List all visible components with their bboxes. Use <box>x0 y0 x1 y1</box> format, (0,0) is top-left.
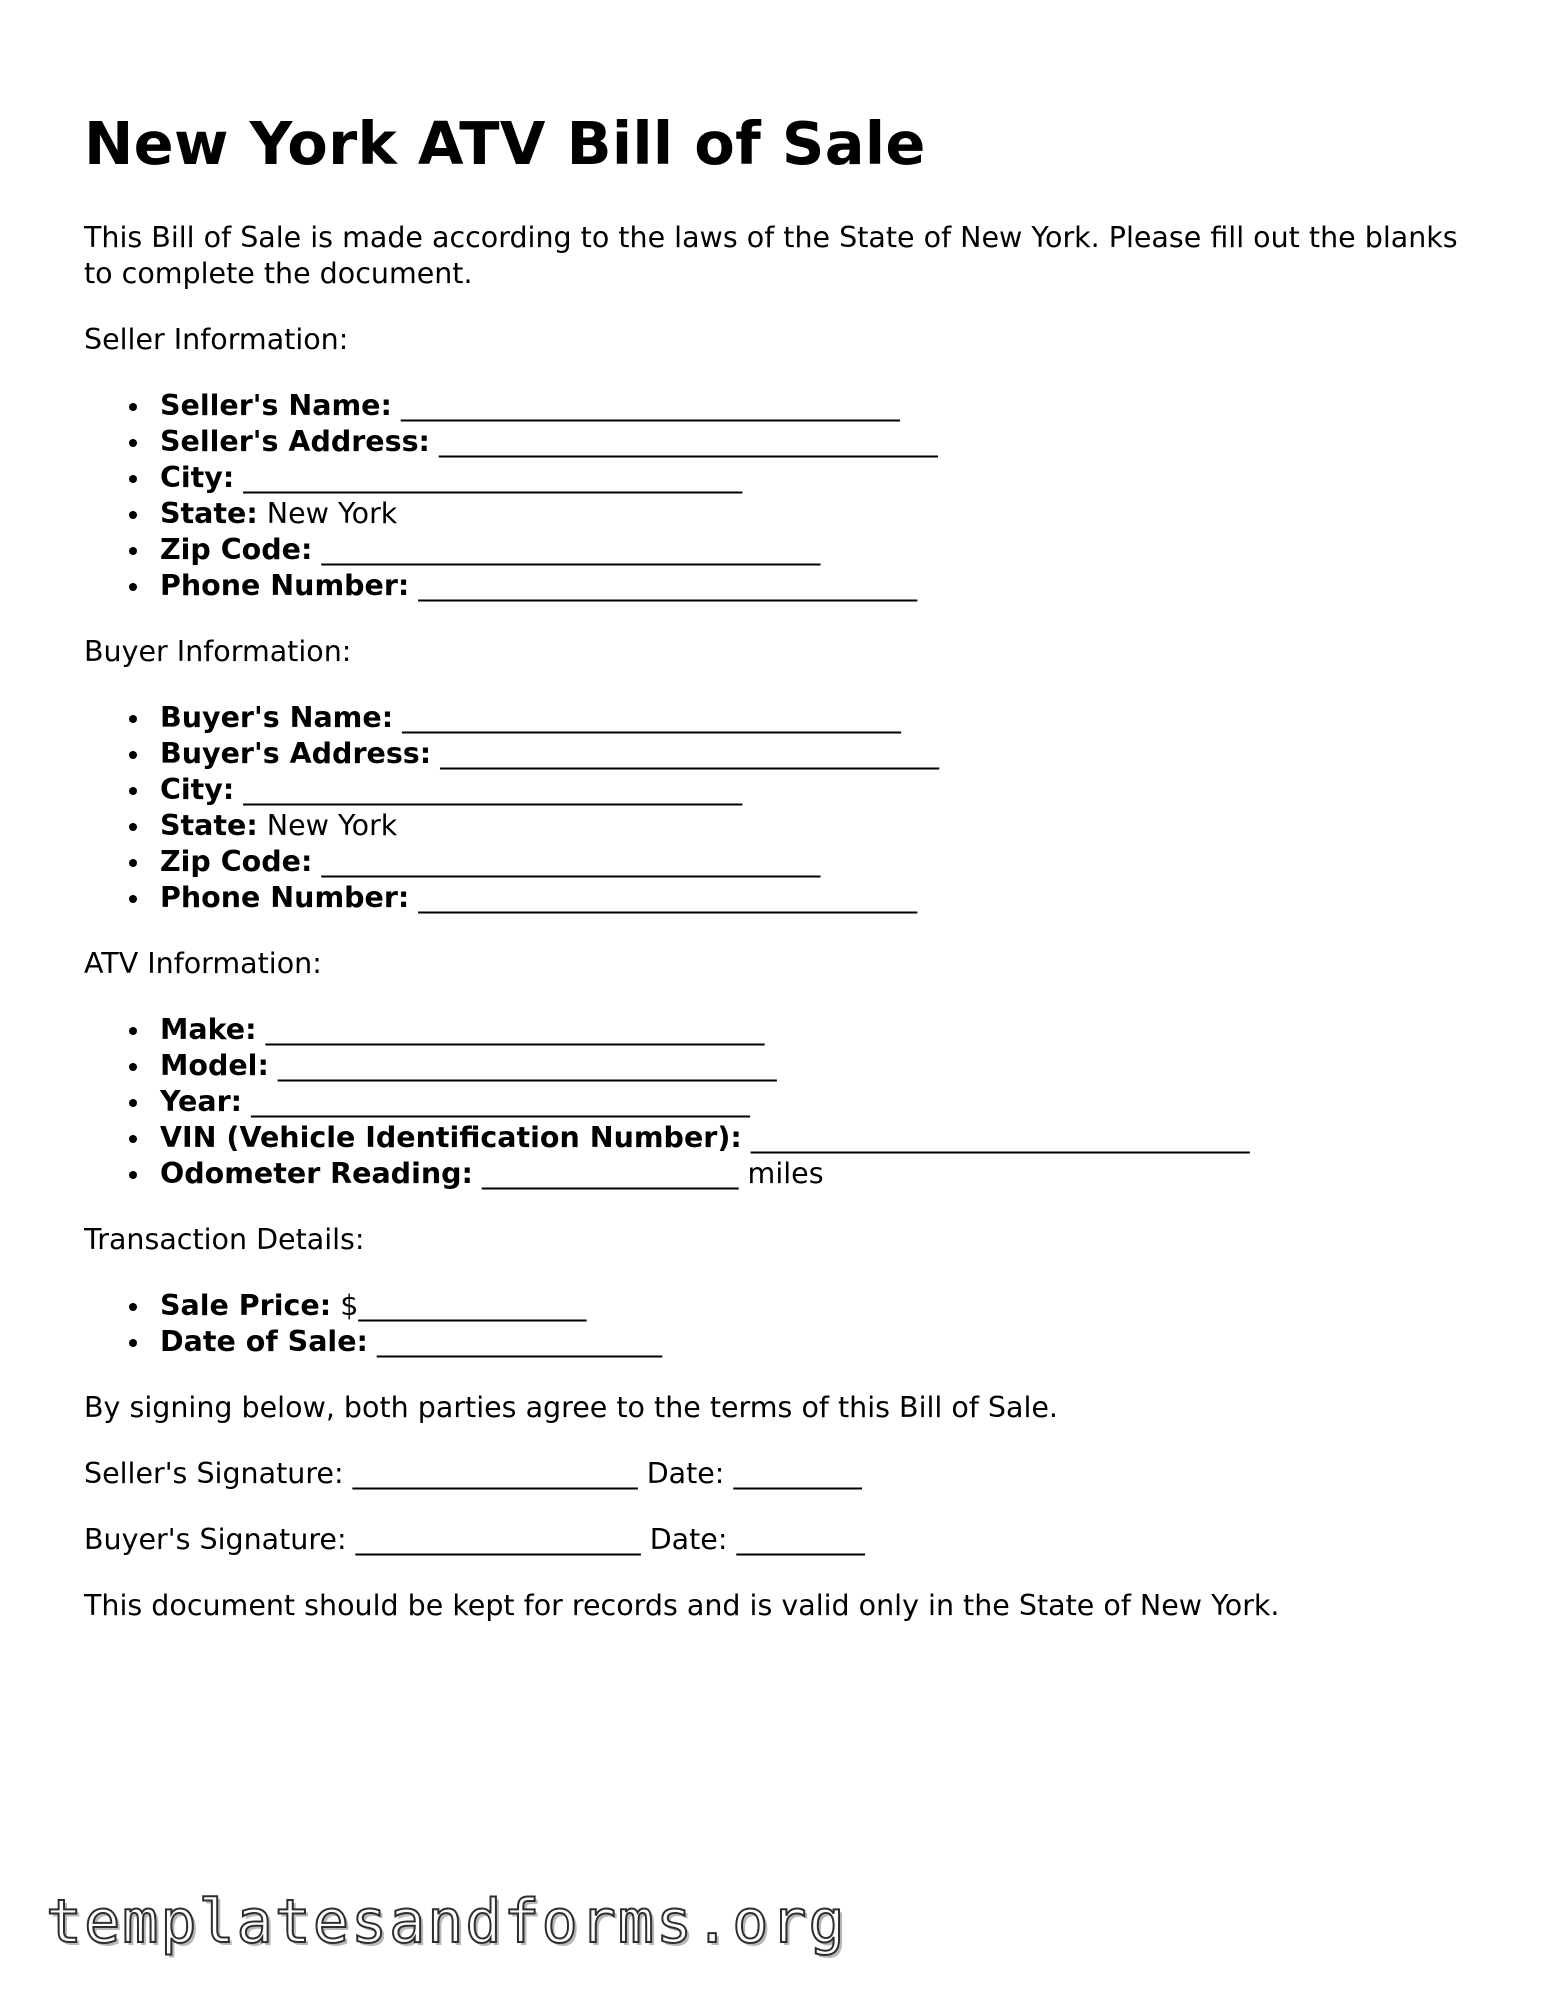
buyer-address-field <box>160 736 1464 772</box>
field-label: Seller's Address: <box>160 425 430 458</box>
atv-year-field <box>160 1084 1464 1120</box>
seller-state-field <box>160 496 1464 532</box>
field-value: ___________________________________ <box>277 1049 777 1082</box>
transaction-fields-list <box>84 1288 1464 1360</box>
buyer-date-blank: _________ <box>736 1523 865 1556</box>
field-value: ___________________________________ <box>440 737 939 770</box>
buyer-section-heading: Buyer Information: <box>84 635 352 668</box>
seller-date-blank: _________ <box>733 1457 862 1490</box>
field-value: ___________________________________ <box>418 569 918 602</box>
field-label: City: <box>160 461 235 494</box>
field-value: ___________________________________ <box>321 533 821 566</box>
field-label: Phone Number: <box>160 881 410 914</box>
field-value: ___________________________________ <box>243 461 743 494</box>
seller-phone-field <box>160 568 1464 604</box>
seller-zip-field <box>160 532 1464 568</box>
seller-section-heading: Seller Information: <box>84 323 349 356</box>
transaction-section-heading: Transaction Details: <box>84 1223 365 1256</box>
field-label: Year: <box>160 1085 243 1118</box>
buyer-signature-line <box>84 1522 1464 1558</box>
field-value: New York <box>266 497 398 530</box>
field-label: State: <box>160 497 258 530</box>
buyer-zip-field <box>160 844 1464 880</box>
seller-name-field <box>160 388 1464 424</box>
field-label: Odometer Reading: <box>160 1157 473 1190</box>
buyer-date-label: Date: <box>649 1523 728 1556</box>
field-value: __________________ miles <box>482 1157 824 1190</box>
buyer-city-field <box>160 772 1464 808</box>
validity-note: This document should be kept for records and is valid only in the State of New York. <box>84 1589 1280 1622</box>
seller-signature-line <box>84 1456 1464 1492</box>
buyer-state-field <box>160 808 1464 844</box>
field-label: Buyer's Address: <box>160 737 432 770</box>
field-label: Zip Code: <box>160 533 313 566</box>
document-title: New York ATV Bill of Sale <box>84 109 926 178</box>
field-value: $________________ <box>340 1289 587 1322</box>
field-label: Sale Price: <box>160 1289 332 1322</box>
field-value: New York <box>266 809 398 842</box>
buyer-phone-field <box>160 880 1464 916</box>
field-label: VIN (Vehicle Identification Number): <box>160 1121 742 1154</box>
intro-paragraph: This Bill of Sale is made according to the laws of the State of New York. Please fill out the blanks to complete the document. <box>84 221 1458 290</box>
field-value: ___________________________________ <box>750 1121 1250 1154</box>
field-value: ___________________________________ <box>251 1085 750 1118</box>
buyer-signature-label: Buyer's Signature: <box>84 1523 347 1556</box>
atv-vin-field <box>160 1120 1464 1156</box>
field-value: ___________________________________ <box>418 881 918 914</box>
field-label: Seller's Name: <box>160 389 392 422</box>
atv-section-heading: ATV Information: <box>84 947 322 980</box>
field-value: ___________________________________ <box>402 701 901 734</box>
atv-odometer-field <box>160 1156 1464 1192</box>
field-label: Buyer's Name: <box>160 701 394 734</box>
seller-date-label: Date: <box>646 1457 725 1490</box>
field-label: Make: <box>160 1013 257 1046</box>
site-watermark: templatesandforms.org <box>46 1887 847 1957</box>
field-value: ___________________________________ <box>243 773 743 806</box>
sale-date-field <box>160 1324 1464 1360</box>
field-label: Date of Sale: <box>160 1325 368 1358</box>
buyer-name-field <box>160 700 1464 736</box>
field-label: City: <box>160 773 235 806</box>
buyer-fields-list <box>84 700 1464 916</box>
field-label: Zip Code: <box>160 845 313 878</box>
field-value: ___________________________________ <box>321 845 821 878</box>
atv-make-field <box>160 1012 1464 1048</box>
field-value: ___________________________________ <box>265 1013 765 1046</box>
document-page <box>84 100 1464 1624</box>
atv-fields-list <box>84 1012 1464 1192</box>
seller-city-field <box>160 460 1464 496</box>
sale-price-field <box>160 1288 1464 1324</box>
atv-model-field <box>160 1048 1464 1084</box>
seller-fields-list <box>84 388 1464 604</box>
seller-signature-label: Seller's Signature: <box>84 1457 344 1490</box>
seller-address-field <box>160 424 1464 460</box>
field-label: State: <box>160 809 258 842</box>
agreement-statement: By signing below, both parties agree to the terms of this Bill of Sale. <box>84 1391 1058 1424</box>
buyer-signature-blank: ____________________ <box>355 1523 641 1556</box>
seller-signature-blank: ____________________ <box>352 1457 638 1490</box>
field-value: ___________________________________ <box>439 425 938 458</box>
field-value: ___________________________________ <box>400 389 900 422</box>
field-label: Phone Number: <box>160 569 410 602</box>
field-label: Model: <box>160 1049 269 1082</box>
field-value: ____________________ <box>376 1325 662 1358</box>
